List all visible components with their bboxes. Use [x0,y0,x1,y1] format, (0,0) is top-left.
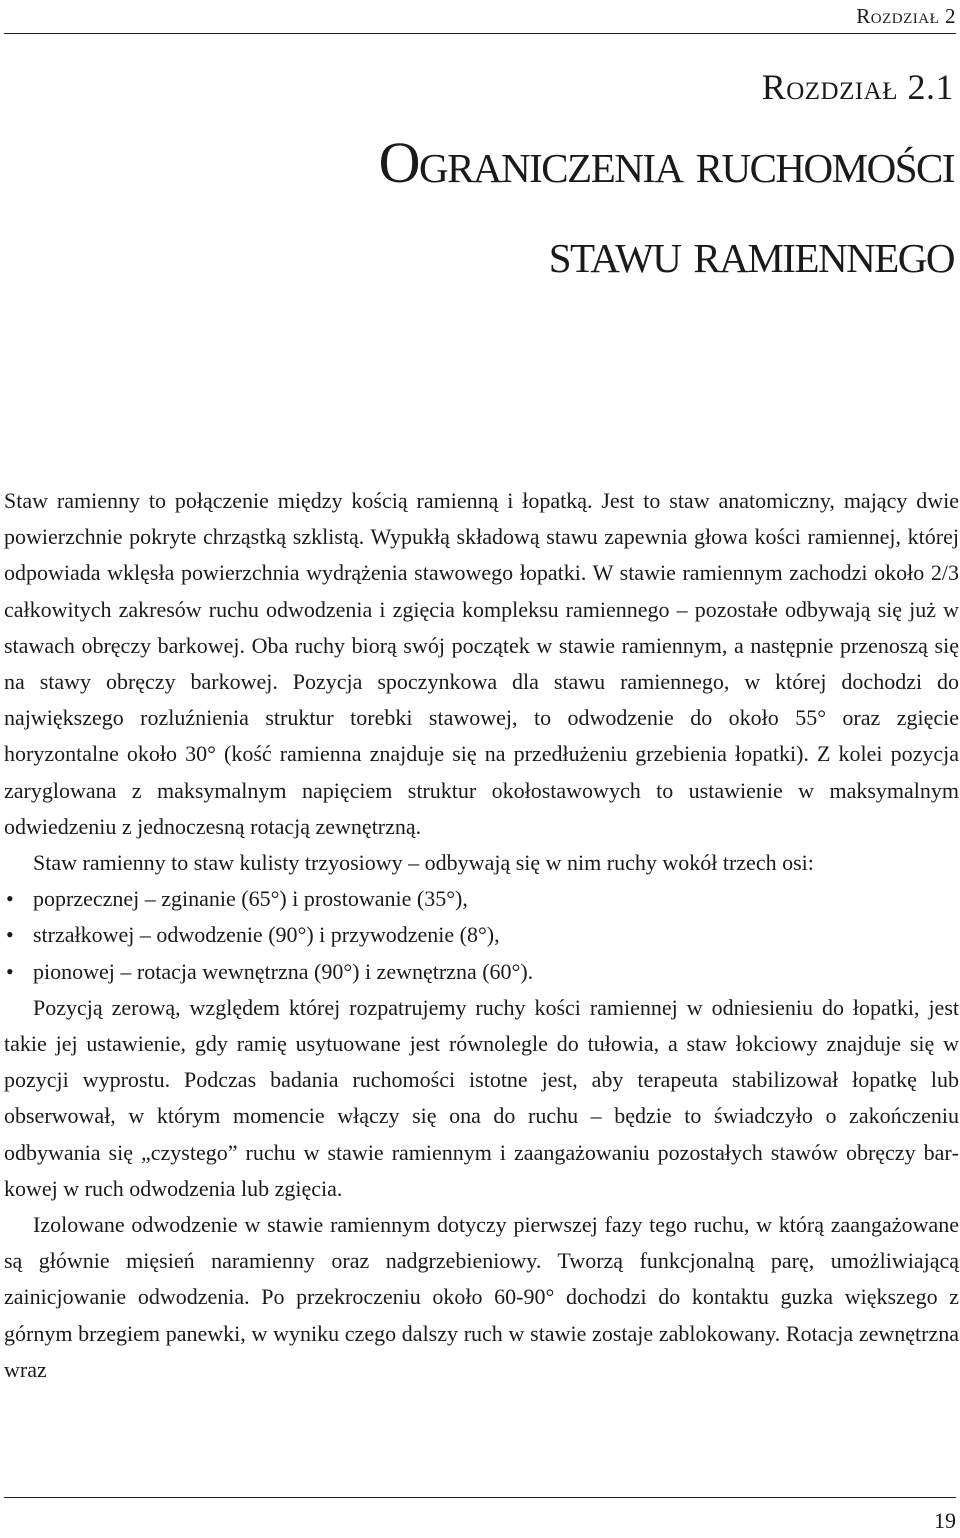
running-head: Rozdział 2 [856,4,956,28]
axes-list [4,881,959,990]
list-item [4,881,959,917]
header-rule [4,33,956,34]
list-item-text: strzałkowej – odwodzenie (90°) i przywodzenie (8°), [33,922,500,948]
paragraph-3: Pozycją zerową, względem której rozpatrujemy ruchy kości ramiennej w odniesieniu do łopatki, jest takie jej ustawienie, gdy ramię usytuowane jest równolegle do tułowia, a staw łokciowy znajduje się w pozycji wyprostu. Podczas badania ruchomości istotne jest, aby terapeuta stabilizował łopatkę lub obserwował, w którym momencie włączy się ona do ruchu – będzie to świadczyło o zakończeniu odbywania się „czystego” ruchu w stawie ramiennym i zaangażowaniu pozostałych stawów obręczy barkowej w ruch odwodzenia lub zgięcia. [4,994,959,1201]
chapter-number: Rozdział 2.1 [761,67,954,107]
chapter-title [379,118,954,298]
list-item [4,954,959,990]
list-item-text: poprzecznej – zginanie (65°) i prostowanie (35°), [33,886,468,912]
chapter-title-line-1: Ograniczenia ruchomości [378,130,954,195]
paragraph-1: Staw ramienny to połączenie między kością ramienną i łopatką. Jest to staw anatomiczny, mający dwie powierzchnie pokryte chrząstką szklistą. Wypukłą składową stawu zapewnia głowa kości ramiennej, której odpowiada wklęsła powierzchnia wydrążenia stawowego łopatki. W stawie ramiennym zachodzi około 2/3 całkowitych zakresów ruchu odwodzenia i zgięcia kompleksu ramiennego – pozostałe odbywają się już w stawach obręczy barkowej. Oba ruchy biorą swój początek w stawie ramiennym, a następnie przenoszą się na stawy obręczy barkowej. Pozycja spoczynkowa dla stawu ramiennego, w której dochodzi do największego rozluźnienia struktur torebki stawowej, to odwodzenie do około 55° oraz zgięcie horyzontalne około 30° (kość ramienna znajduje się na przedłużeniu grzebienia łopatki). Z kolei pozycja zaryglowana z maksymalnym napięciem struktur okołostawowych to ustawienie w maksymalnym odwiedzeniu z jednoczesną rotacją zewnętrzną. [4,488,959,839]
list-item [4,917,959,953]
paragraph-2: Staw ramienny to staw kulisty trzyosiowy – odbywają się w nim ruchy wokół trzech osi: [33,850,814,876]
body-text [4,483,959,1388]
list-item-text: pionowej – rotacja wewnętrzna (90°) i zewnętrzna (60°). [33,958,534,984]
chapter-title-line-2: stawu ramiennego [548,220,954,285]
footer-rule [4,1497,956,1498]
bullet-icon: • [6,886,14,912]
bullet-icon: • [6,922,14,948]
bullet-icon: • [6,958,14,984]
paragraph-4: Izolowane odwodzenie w stawie ramiennym dotyczy pierwszej fazy tego ruchu, w którą zaangażowane są głównie mięsień naramienny oraz nadgrzebieniowy. Tworzą funkcjonalną parę, umożliwiającą zainicjowanie odwodzenia. Po przekroczeniu około 60-90° dochodzi do kontaktu guzka większego z górnym brzegiem panewki, w wyniku czego dalszy ruch w stawie zostaje zablokowany. Rotacja zewnętrzna wraz [4,1212,959,1382]
page-number: 19 [934,1508,956,1533]
